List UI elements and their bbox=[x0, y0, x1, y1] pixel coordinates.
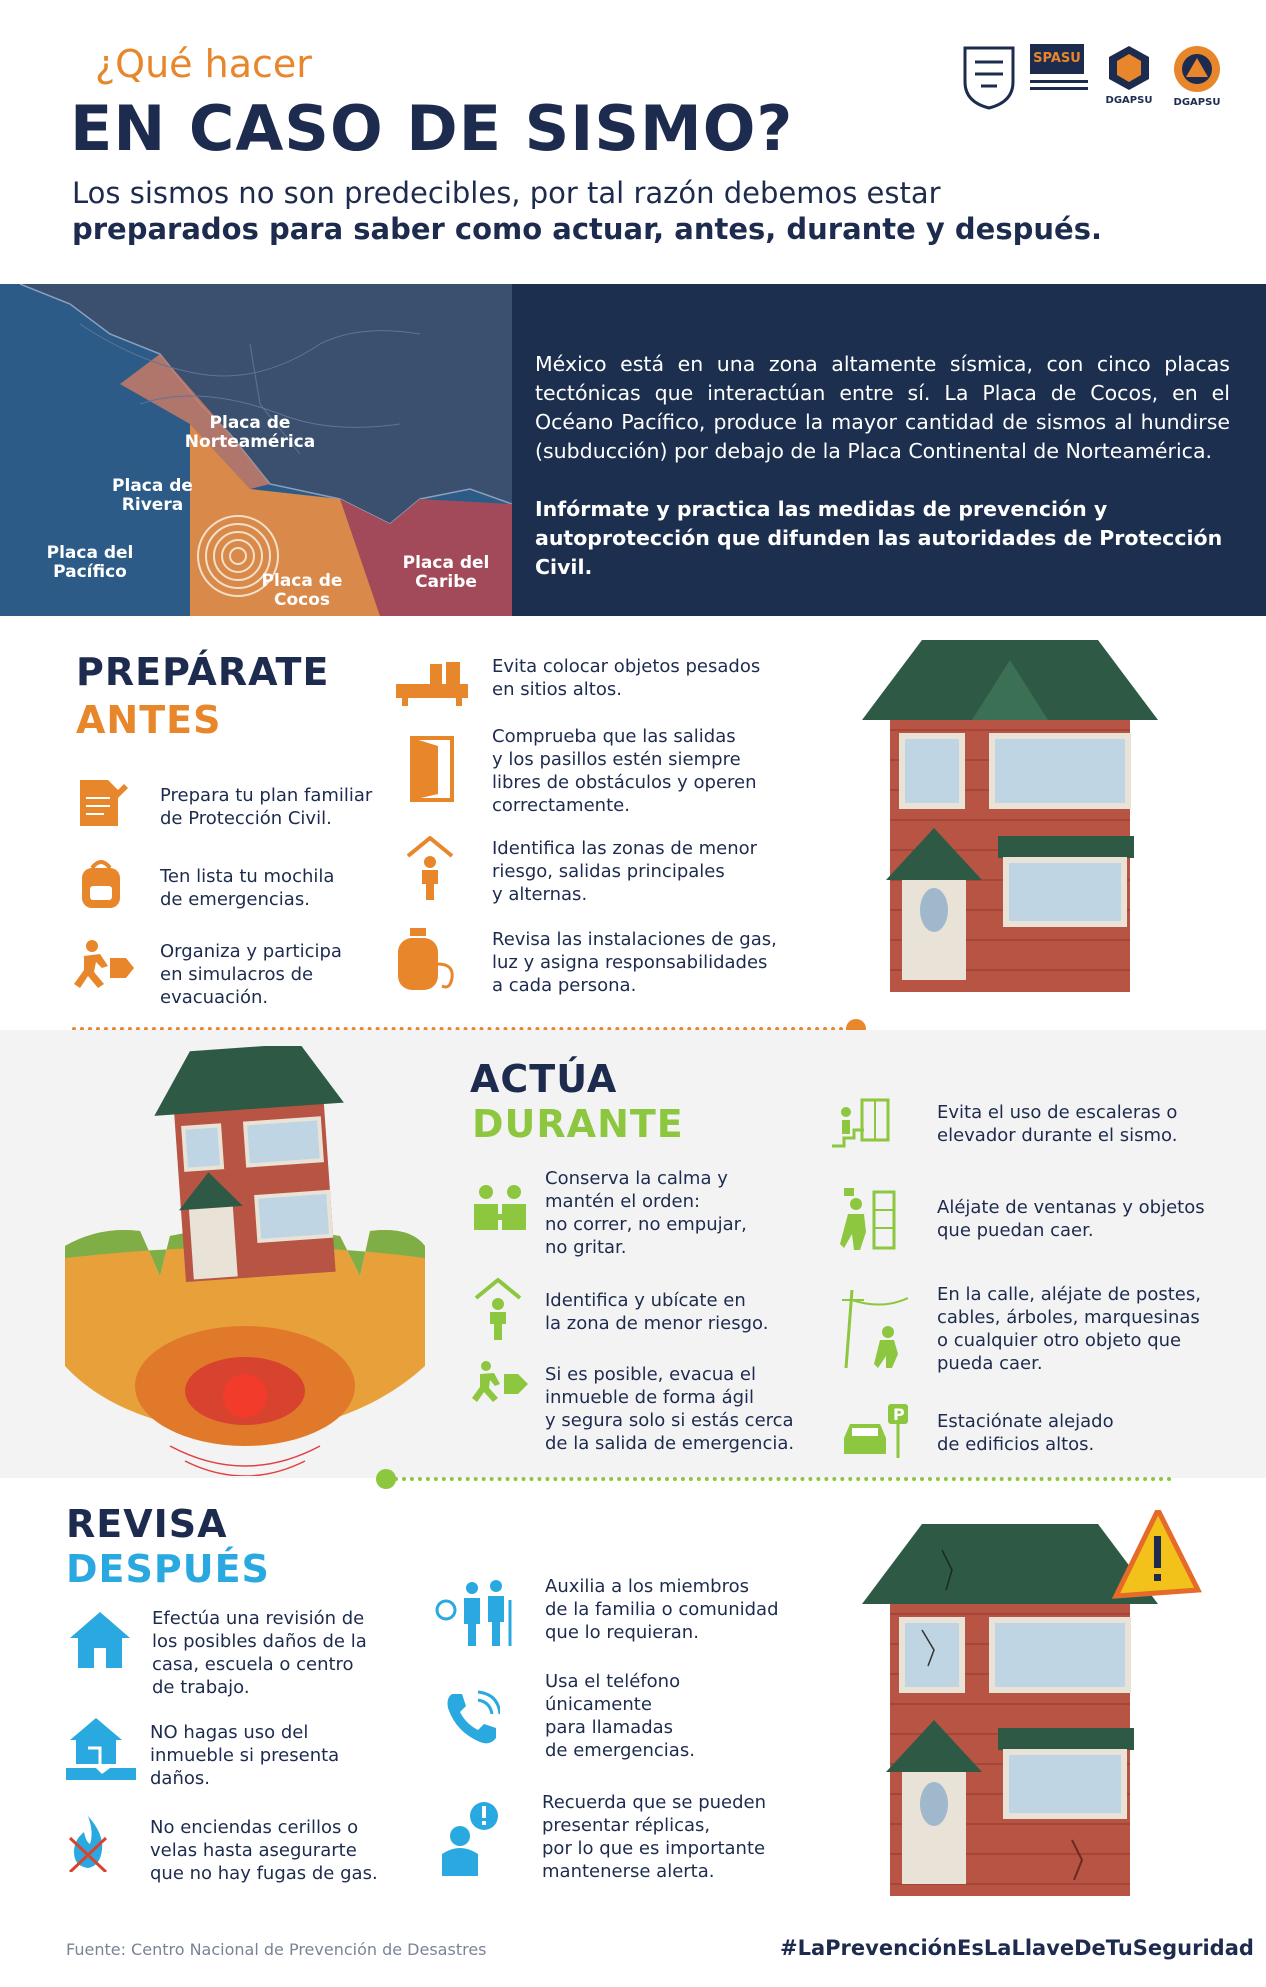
shelf-icon bbox=[396, 662, 450, 716]
house-icon bbox=[68, 1610, 122, 1664]
intro-line-2: preparados para saber como actuar, antes, durante y después. bbox=[72, 212, 1102, 246]
parking-car-icon bbox=[842, 1404, 905, 1458]
spasu-logo-label: SPASU bbox=[1030, 44, 1084, 74]
despues-left-item-3: No enciendas cerillos o velas hasta asegurarte que no hay fugas de gas. bbox=[150, 1817, 378, 1884]
svg-text:P: P bbox=[893, 1405, 905, 1424]
antes-left-item-2: Ten lista tu mochila de emergencias. bbox=[160, 866, 335, 910]
antes-right-item-2: Comprueba que las salidas y los pasillos estén siempre libres de obstáculos y operen correctamente. bbox=[492, 726, 757, 816]
dgapsu-logo bbox=[1100, 44, 1158, 114]
alert-person-icon bbox=[438, 1802, 492, 1856]
divider-durante bbox=[394, 1477, 1172, 1481]
antes-left-item-1: Prepara tu plan familiar de Protección Civil. bbox=[160, 785, 373, 829]
despues-mid-item-3: Recuerda que se pueden presentar réplicas, por lo que es importante mantenerse alerta. bbox=[542, 1792, 767, 1882]
antes-title: PREPÁRATE bbox=[76, 650, 330, 694]
despues-subtitle: DESPUÉS bbox=[66, 1547, 270, 1591]
source-note: Fuente: Centro Nacional de Prevención de Desastres bbox=[66, 1940, 487, 1959]
document-pencil-icon bbox=[74, 776, 128, 830]
antes-right-item-1: Evita colocar objetos pesados en sitios altos. bbox=[492, 656, 761, 700]
label-placa-pacifico: Placa del Pacífico bbox=[46, 543, 134, 582]
safe-zone-icon bbox=[406, 836, 460, 890]
antes-right-item-3: Identifica las zonas de menor riesgo, salidas principales y alternas. bbox=[492, 838, 758, 905]
door-icon bbox=[410, 736, 464, 790]
hashtag: #LaPrevenciónEsLaLlaveDeTuSeguridad bbox=[780, 1936, 1254, 1960]
calm-people-icon bbox=[472, 1184, 526, 1238]
label-placa-cocos: Placa de Cocos bbox=[261, 571, 343, 610]
pole-cables-icon bbox=[842, 1290, 896, 1344]
running-person-icon bbox=[74, 938, 128, 992]
despues-left-item-1: Efectúa una revisión de los posibles daños de la casa, escuela o centro de trabajo. bbox=[152, 1608, 367, 1698]
quake-house-illustration bbox=[60, 1046, 430, 1480]
durante-right-item-1: Evita el uso de escaleras o elevador durante el sismo. bbox=[937, 1102, 1178, 1146]
gas-tank-icon bbox=[396, 928, 450, 982]
damaged-house-illustration bbox=[862, 1510, 1202, 1904]
antes-subtitle: ANTES bbox=[76, 698, 222, 742]
falling-objects-icon bbox=[840, 1188, 894, 1242]
durante-title: ACTÚA bbox=[470, 1057, 618, 1101]
backpack-icon bbox=[74, 856, 128, 910]
label-placa-norteamerica: Placa de Norteamérica bbox=[184, 413, 316, 452]
page-title: EN CASO DE SISMO? bbox=[70, 92, 794, 165]
dgapsu-proteccion-logo bbox=[1168, 44, 1226, 114]
no-fire-icon bbox=[68, 1816, 122, 1870]
despues-mid-item-1: Auxilia a los miembros de la familia o comunidad que lo requieran. bbox=[545, 1576, 779, 1643]
dgapsu-proteccion-logo-label: DGAPSU bbox=[1173, 97, 1221, 108]
unam-shield-logo bbox=[960, 44, 1018, 114]
family-help-icon bbox=[434, 1580, 488, 1634]
despues-title: REVISA bbox=[66, 1502, 228, 1546]
durante-mid-item-2: Identifica y ubícate en la zona de menor riesgo. bbox=[545, 1290, 769, 1334]
despues-mid-item-2: Usa el teléfono únicamente para llamadas de emergencias. bbox=[545, 1671, 695, 1761]
band-call-to-action: Infórmate y practica las medidas de prevención y autoprotección que difunden las autoridades de Protección Civil. bbox=[535, 497, 1223, 579]
label-placa-caribe: Placa del Caribe bbox=[402, 553, 490, 592]
house-illustration bbox=[862, 640, 1158, 996]
durante-mid-item-1: Conserva la calma y mantén el orden: no correr, no empujar, no gritar. bbox=[545, 1168, 747, 1258]
antes-right-item-4: Revisa las instalaciones de gas, luz y asigna responsabilidades a cada persona. bbox=[492, 929, 777, 996]
durante-right-item-4: Estaciónate alejado de edificios altos. bbox=[937, 1411, 1114, 1455]
damaged-house-icon bbox=[66, 1714, 120, 1768]
despues-left-item-2: NO hagas uso del inmueble si presenta daños. bbox=[150, 1722, 340, 1789]
durante-right-item-3: En la calle, aléjate de postes, cables, árboles, marquesinas o cualquier otro objeto que pueda caer. bbox=[937, 1284, 1201, 1374]
band-description: México está en una zona altamente sísmica, con cinco placas tectónicas que interactúan entre sí. La Placa de Cocos, en el Océano Pacífico, produce la mayor cantidad de sismos al hundirse (subducción) por debajo de la Placa Continental de Norteamérica. bbox=[535, 352, 1230, 463]
antes-left-item-3: Organiza y participa en simulacros de evacuación. bbox=[160, 941, 342, 1008]
divider-durante-dot bbox=[376, 1469, 396, 1489]
spasu-logo bbox=[1030, 44, 1088, 114]
durante-subtitle: DURANTE bbox=[472, 1102, 684, 1146]
warning-sign-icon bbox=[1116, 1510, 1198, 1596]
kicker-text: ¿Qué hacer bbox=[95, 42, 312, 86]
safe-zone-icon bbox=[474, 1278, 528, 1332]
intro-line-1: Los sismos no son predecibles, por tal razón debemos estar bbox=[72, 176, 941, 210]
dgapsu-logo-label: DGAPSU bbox=[1105, 95, 1153, 106]
stairs-elevator-icon bbox=[832, 1098, 886, 1152]
evacuate-icon bbox=[472, 1360, 526, 1414]
phone-icon bbox=[444, 1690, 498, 1744]
durante-mid-item-3: Si es posible, evacua el inmueble de forma ágil y segura solo si estás cerca de la salida de emergencia. bbox=[545, 1364, 795, 1454]
durante-right-item-2: Aléjate de ventanas y objetos que puedan caer. bbox=[937, 1197, 1205, 1241]
label-placa-rivera: Placa de Rivera bbox=[112, 476, 193, 515]
